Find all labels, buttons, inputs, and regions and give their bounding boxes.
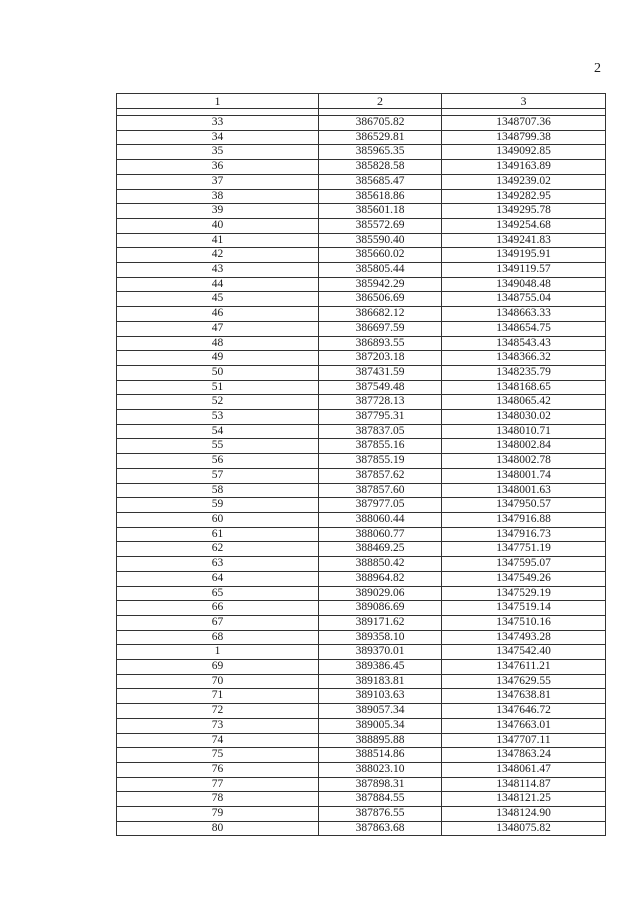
y-coordinate-cell: 1347916.73 [442,527,606,542]
x-coordinate-cell: 387898.31 [319,777,442,792]
x-coordinate-cell: 385601.18 [319,204,442,219]
table-row [117,439,606,454]
y-coordinate-cell: 1348663.33 [442,307,606,322]
table-row [117,248,606,263]
table-row [117,674,606,689]
x-coordinate-cell: 387855.19 [319,454,442,469]
x-coordinate-cell: 389086.69 [319,601,442,616]
point-number-cell: 55 [117,439,319,454]
table-row [117,483,606,498]
table-row [117,571,606,586]
y-coordinate-cell: 1348168.65 [442,380,606,395]
table-row [117,204,606,219]
y-coordinate-cell: 1349239.02 [442,174,606,189]
point-number-cell: 49 [117,351,319,366]
table-row [117,321,606,336]
y-coordinate-cell: 1347519.14 [442,601,606,616]
table-row [117,380,606,395]
x-coordinate-cell: 389005.34 [319,718,442,733]
point-number-cell: 68 [117,630,319,645]
x-coordinate-cell: 387857.62 [319,468,442,483]
point-number-cell: 48 [117,336,319,351]
y-coordinate-cell: 1348235.79 [442,365,606,380]
y-coordinate-cell: 1347611.21 [442,660,606,675]
x-coordinate-cell: 389386.45 [319,660,442,675]
y-coordinate-cell: 1348755.04 [442,292,606,307]
table-row [117,160,606,175]
point-number-cell: 57 [117,468,319,483]
point-number-cell: 36 [117,160,319,175]
table-row [117,130,606,145]
table-row [117,557,606,572]
table-row [117,660,606,675]
point-number-cell: 70 [117,674,319,689]
y-coordinate-cell: 1347751.19 [442,542,606,557]
point-number-cell: 53 [117,410,319,425]
y-coordinate-cell: 1348010.71 [442,424,606,439]
point-number-cell: 64 [117,571,319,586]
y-coordinate-cell: 1347510.16 [442,615,606,630]
point-number-cell: 35 [117,145,319,160]
point-number-cell: 54 [117,424,319,439]
point-number-cell: 51 [117,380,319,395]
y-coordinate-cell: 1347646.72 [442,704,606,719]
y-coordinate-cell: 1347707.11 [442,733,606,748]
x-coordinate-cell: 389103.63 [319,689,442,704]
y-coordinate-cell: 1349048.48 [442,277,606,292]
table-body [117,109,606,836]
table-row [117,748,606,763]
x-coordinate-cell: 386893.55 [319,336,442,351]
x-coordinate-cell: 385660.02 [319,248,442,263]
table-row [117,218,606,233]
point-number-cell: 66 [117,601,319,616]
y-coordinate-cell: 1347916.88 [442,512,606,527]
table-row [117,365,606,380]
point-number-cell: 45 [117,292,319,307]
point-number-cell: 76 [117,762,319,777]
y-coordinate-cell: 1348654.75 [442,321,606,336]
table-row [117,145,606,160]
point-number-cell: 62 [117,542,319,557]
point-number-cell: 67 [117,615,319,630]
y-coordinate-cell: 1348121.25 [442,792,606,807]
y-coordinate-cell: 1349282.95 [442,189,606,204]
point-number-cell: 74 [117,733,319,748]
y-coordinate-cell: 1348707.36 [442,116,606,131]
y-coordinate-cell: 1348065.42 [442,395,606,410]
table-header-row [117,94,606,109]
y-coordinate-cell: 1347529.19 [442,586,606,601]
point-number-cell: 60 [117,512,319,527]
point-number-cell: 80 [117,821,319,836]
y-coordinate-cell: 1347629.55 [442,674,606,689]
table-row [117,821,606,836]
table-row [117,512,606,527]
table-row [117,307,606,322]
x-coordinate-cell: 389358.10 [319,630,442,645]
x-coordinate-cell: 387728.13 [319,395,442,410]
x-coordinate-cell: 389029.06 [319,586,442,601]
table-row [117,586,606,601]
y-coordinate-cell: 1349092.85 [442,145,606,160]
table-row [117,116,606,131]
point-number-cell: 65 [117,586,319,601]
y-coordinate-cell: 1348061.47 [442,762,606,777]
y-coordinate-cell: 1347595.07 [442,557,606,572]
y-coordinate-cell: 1349254.68 [442,218,606,233]
point-number-cell: 75 [117,748,319,763]
table-row [117,292,606,307]
table-row [117,468,606,483]
y-coordinate-cell: 1348799.38 [442,130,606,145]
table-row [117,410,606,425]
point-number-cell: 38 [117,189,319,204]
x-coordinate-cell: 387549.48 [319,380,442,395]
table-row [117,277,606,292]
x-coordinate-cell: 385805.44 [319,263,442,278]
column-header-3: 3 [442,94,606,109]
x-coordinate-cell: 388895.88 [319,733,442,748]
y-coordinate-cell: 1347638.81 [442,689,606,704]
x-coordinate-cell: 387857.60 [319,483,442,498]
x-coordinate-cell: 385942.29 [319,277,442,292]
point-number-cell: 40 [117,218,319,233]
table-row [117,174,606,189]
table-row [117,762,606,777]
y-coordinate-cell: 1347493.28 [442,630,606,645]
point-number-cell: 41 [117,233,319,248]
point-number-cell: 58 [117,483,319,498]
table-row [117,807,606,822]
table-row [117,777,606,792]
table-row [117,498,606,513]
y-coordinate-cell: 1347542.40 [442,645,606,660]
y-coordinate-cell: 1348002.84 [442,439,606,454]
table-row [117,615,606,630]
x-coordinate-cell: 385572.69 [319,218,442,233]
table-row [117,601,606,616]
y-coordinate-cell: 1347950.57 [442,498,606,513]
x-coordinate-cell: 385965.35 [319,145,442,160]
point-number-cell: 33 [117,116,319,131]
y-coordinate-cell: 1349163.89 [442,160,606,175]
y-coordinate-cell: 1349119.57 [442,263,606,278]
table-row [117,630,606,645]
x-coordinate-cell: 389183.81 [319,674,442,689]
table-row [117,233,606,248]
point-number-cell: 69 [117,660,319,675]
table-row [117,395,606,410]
x-coordinate-cell: 387977.05 [319,498,442,513]
point-number-cell: 39 [117,204,319,219]
table-row [117,689,606,704]
point-number-cell: 78 [117,792,319,807]
point-number-cell: 63 [117,557,319,572]
point-number-cell: 46 [117,307,319,322]
y-coordinate-cell: 1348001.63 [442,483,606,498]
x-coordinate-cell: 386705.82 [319,116,442,131]
y-coordinate-cell: 1348075.82 [442,821,606,836]
point-number-cell: 1 [117,645,319,660]
x-coordinate-cell: 387876.55 [319,807,442,822]
spacer-row [117,109,606,116]
point-number-cell: 44 [117,277,319,292]
y-coordinate-cell: 1349195.91 [442,248,606,263]
x-coordinate-cell: 386682.12 [319,307,442,322]
point-number-cell: 56 [117,454,319,469]
page-number: 2 [594,61,601,76]
point-number-cell: 52 [117,395,319,410]
x-coordinate-cell: 387884.55 [319,792,442,807]
point-number-cell: 34 [117,130,319,145]
x-coordinate-cell: 387855.16 [319,439,442,454]
point-number-cell: 61 [117,527,319,542]
x-coordinate-cell: 385828.58 [319,160,442,175]
table-row [117,454,606,469]
point-number-cell: 37 [117,174,319,189]
table-row [117,792,606,807]
table-row [117,351,606,366]
x-coordinate-cell: 385618.86 [319,189,442,204]
y-coordinate-cell: 1348543.43 [442,336,606,351]
table-row [117,527,606,542]
x-coordinate-cell: 388469.25 [319,542,442,557]
point-number-cell: 77 [117,777,319,792]
x-coordinate-cell: 386506.69 [319,292,442,307]
table-row [117,189,606,204]
x-coordinate-cell: 388060.77 [319,527,442,542]
table-row [117,263,606,278]
point-number-cell: 71 [117,689,319,704]
y-coordinate-cell: 1347663.01 [442,718,606,733]
point-number-cell: 43 [117,263,319,278]
x-coordinate-cell: 389171.62 [319,615,442,630]
y-coordinate-cell: 1347549.26 [442,571,606,586]
point-number-cell: 72 [117,704,319,719]
y-coordinate-cell: 1348030.02 [442,410,606,425]
column-header-2: 2 [319,94,442,109]
x-coordinate-cell: 385685.47 [319,174,442,189]
point-number-cell: 42 [117,248,319,263]
table-row [117,424,606,439]
x-coordinate-cell: 389057.34 [319,704,442,719]
table-row [117,704,606,719]
y-coordinate-cell: 1348114.87 [442,777,606,792]
x-coordinate-cell: 387203.18 [319,351,442,366]
table-row [117,645,606,660]
coordinates-table [116,93,606,836]
y-coordinate-cell: 1348124.90 [442,807,606,822]
x-coordinate-cell: 388060.44 [319,512,442,527]
x-coordinate-cell: 386697.59 [319,321,442,336]
column-header-1: 1 [117,94,319,109]
point-number-cell: 47 [117,321,319,336]
y-coordinate-cell: 1348001.74 [442,468,606,483]
point-number-cell: 50 [117,365,319,380]
x-coordinate-cell: 389370.01 [319,645,442,660]
x-coordinate-cell: 387837.05 [319,424,442,439]
y-coordinate-cell: 1347863.24 [442,748,606,763]
x-coordinate-cell: 387431.59 [319,365,442,380]
table-row [117,542,606,557]
table-row [117,733,606,748]
point-number-cell: 59 [117,498,319,513]
x-coordinate-cell: 385590.40 [319,233,442,248]
x-coordinate-cell: 388023.10 [319,762,442,777]
table-row [117,718,606,733]
x-coordinate-cell: 388514.86 [319,748,442,763]
y-coordinate-cell: 1349241.83 [442,233,606,248]
point-number-cell: 79 [117,807,319,822]
x-coordinate-cell: 387795.31 [319,410,442,425]
y-coordinate-cell: 1348366.32 [442,351,606,366]
table-row [117,336,606,351]
point-number-cell: 73 [117,718,319,733]
y-coordinate-cell: 1349295.78 [442,204,606,219]
y-coordinate-cell: 1348002.78 [442,454,606,469]
x-coordinate-cell: 388850.42 [319,557,442,572]
x-coordinate-cell: 387863.68 [319,821,442,836]
x-coordinate-cell: 386529.81 [319,130,442,145]
x-coordinate-cell: 388964.82 [319,571,442,586]
